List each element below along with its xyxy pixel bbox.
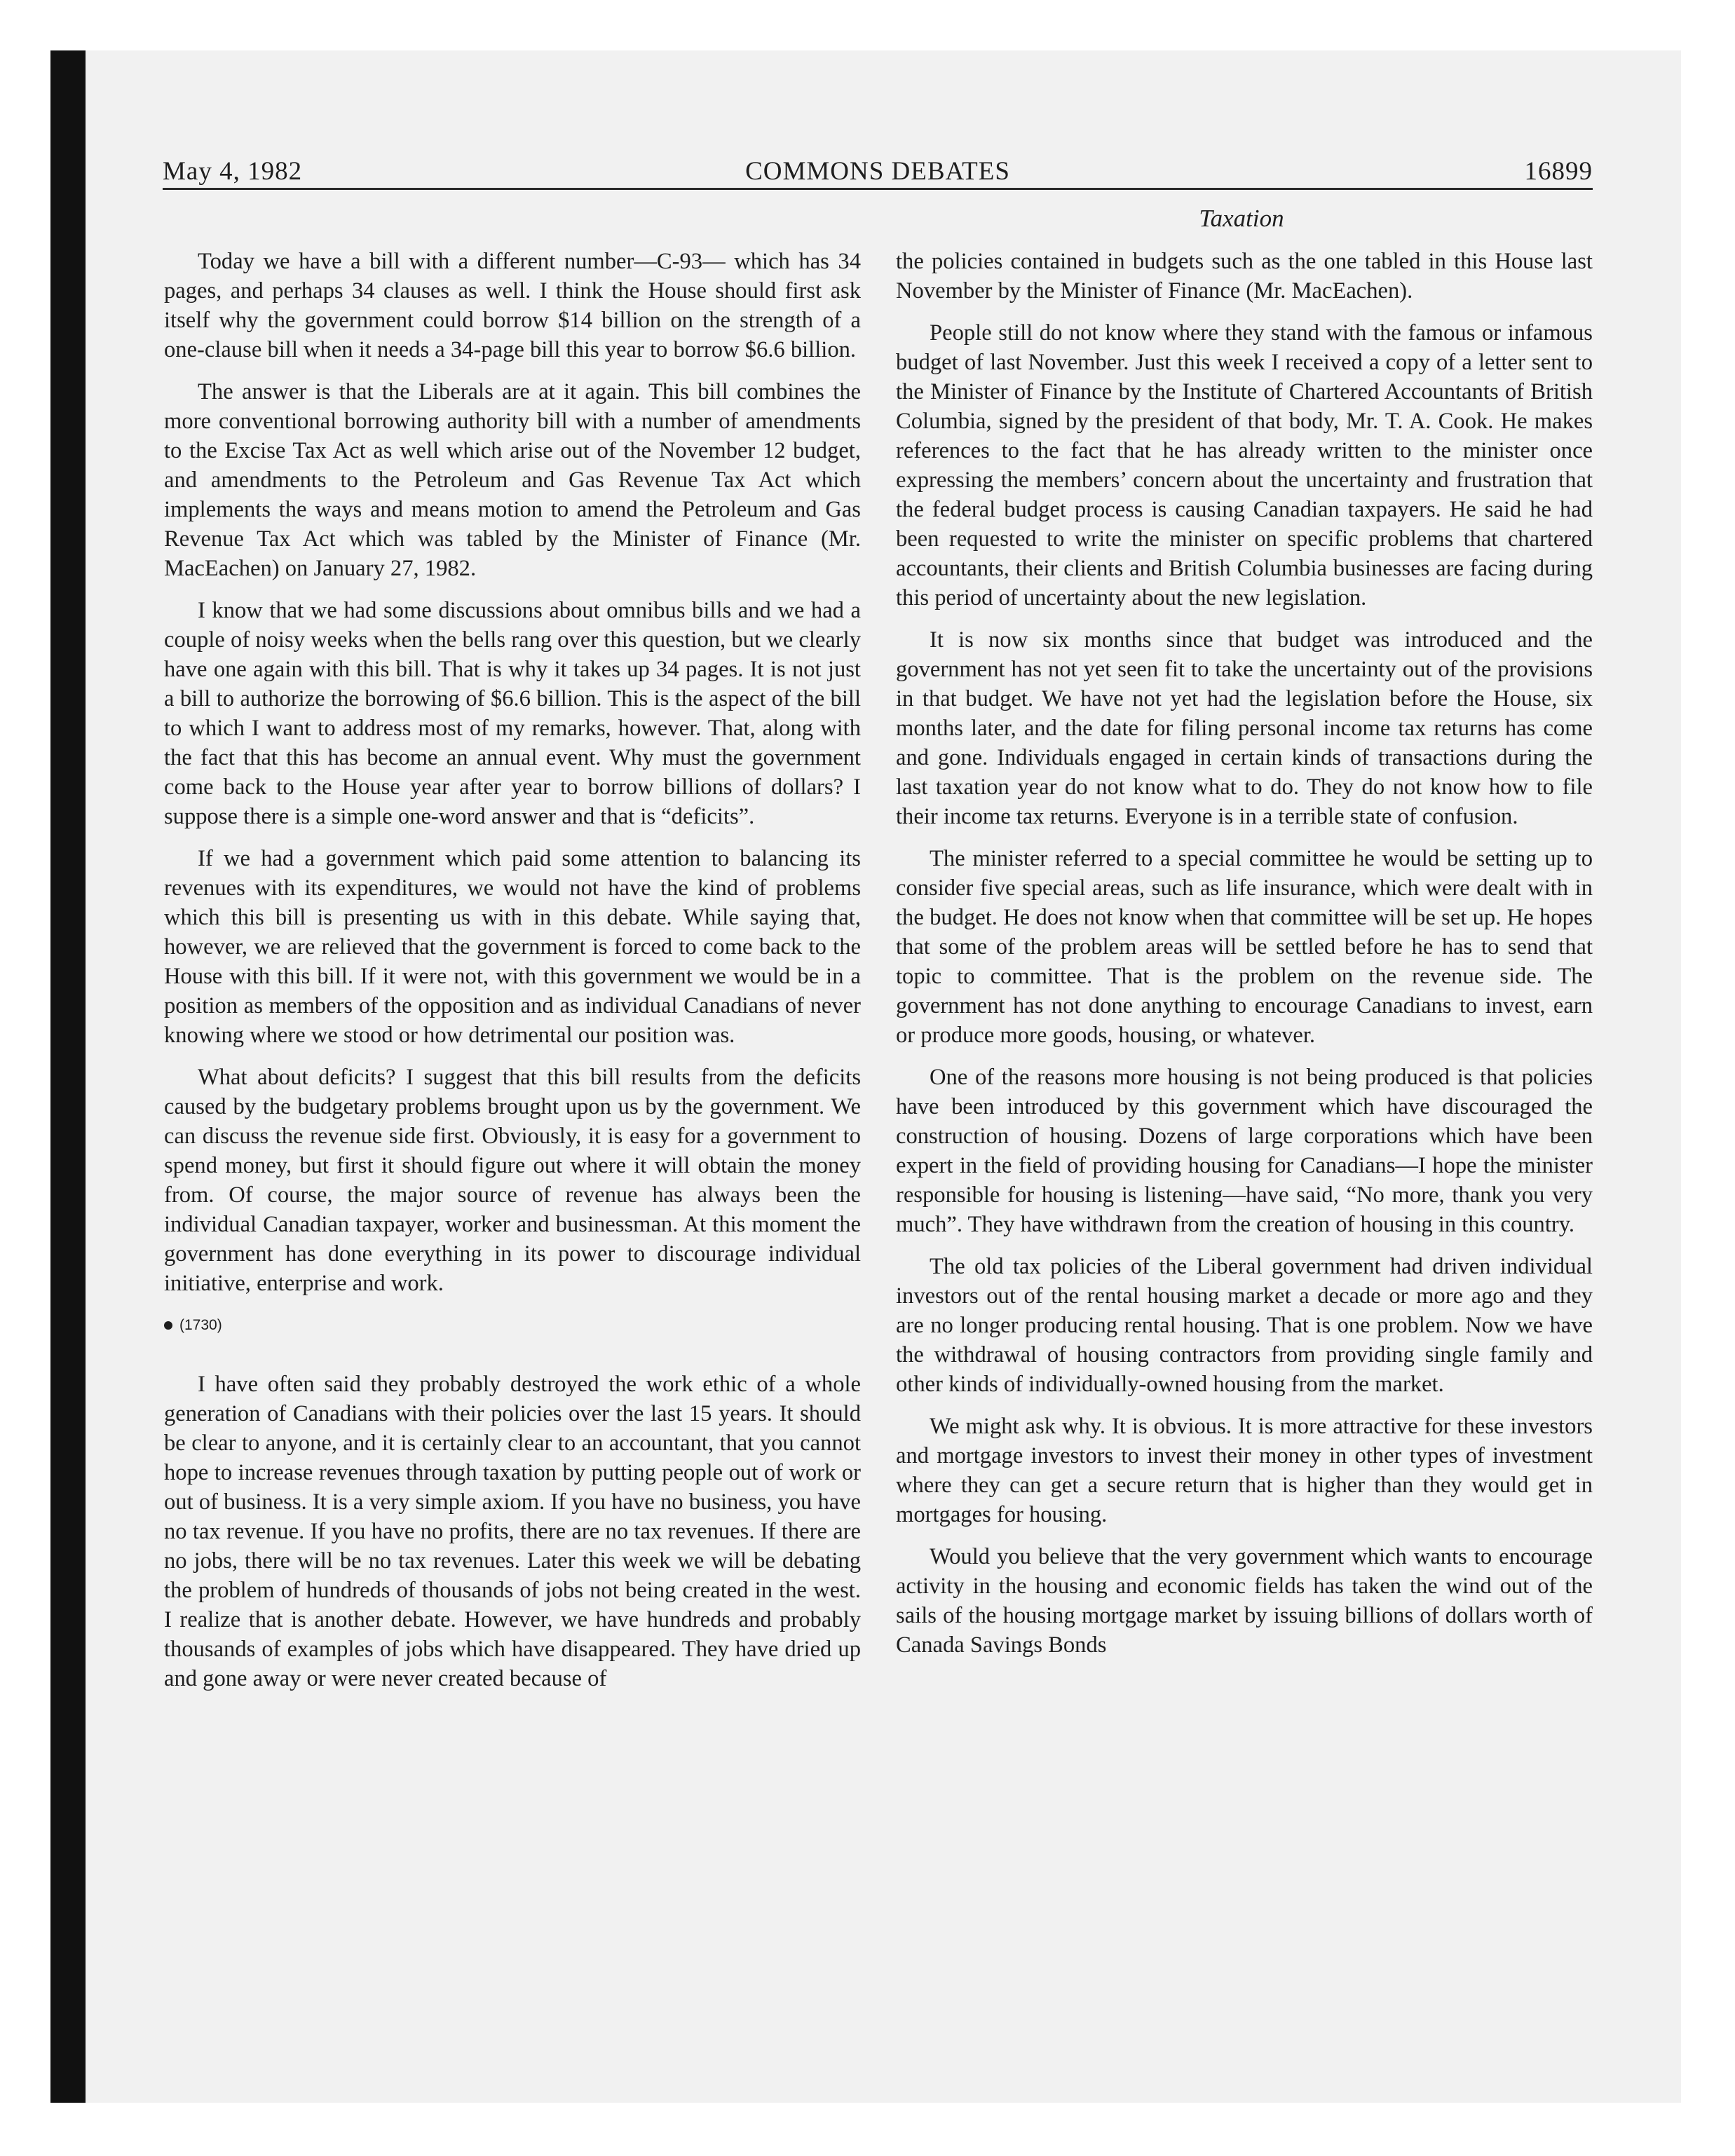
header-title: COMMONS DEBATES — [745, 157, 1010, 186]
section-title: Taxation — [1199, 205, 1284, 232]
paragraph: It is now six months since that budget was introduced and the government has not yet seen fit to take the uncertainty out of the provisions in that budget. We have not yet had the legislation before the House, six months later, and the date for filing personal income tax returns has come and gone. Individuals engaged in certain kinds of transactions during the last taxation year do not know what to do. They do not know how to file their income tax returns. Everyone is in a terrible state of confusion. — [896, 627, 1593, 829]
paragraph: I have often said they probably destroyed the work ethic of a whole generation of Canadians with their policies over the last 15 years. It should be clear to anyone, and it is certainly clear to an accountant, that you cannot hope to increase revenues through taxation by putting people out of work or out of business. It is a very simple axiom. If you have no business, you have no tax revenue. If you have no profits, there are no tax revenues. If there are no jobs, there will be no tax revenues. Later this week we will be debating the problem of hundreds of thousands of jobs not being created in the west. I realize that is another debate. However, we have hundreds and probably thousands of examples of jobs which have disappeared. They have dried up and gone away or were never created because of — [164, 1372, 861, 1691]
header-page-number: 16899 — [1524, 157, 1593, 186]
page-header — [163, 149, 1593, 191]
paragraph: If we had a government which paid some attention to balancing its revenues with its expenditures, we would not have the kind of problems which this bill is presenting us with in this debate. While saying that, however, we are relieved that the government is forced to come back to the House with this bill. If it were not, with this government we would be in a position as members of the opposition and as individual Canadians of never knowing where we stood or how detrimental our position was. — [164, 846, 861, 1048]
paragraph: We might ask why. It is obvious. It is more attractive for these investors and mortgage investors to invest their money in other types of investment where they can get a secure return that is higher than they would get in mortgages for housing. — [896, 1414, 1593, 1527]
paragraph: The old tax policies of the Liberal government had driven individual investors out of the rental housing market a decade or more ago and they are no longer producing rental housing. That is one problem. Now we have the withdrawal of housing contractors from providing single family and other kinds of individually-owned housing from the market. — [896, 1254, 1593, 1397]
paragraph: Today we have a bill with a different number—C-93— which has 34 pages, and perhaps 34 clauses as well. I think the House should first ask itself why the government could borrow $14 billion on the strength of a one-clause bill when it needs a 34-page bill this year to borrow $6.6 billion. — [164, 249, 861, 362]
time-marker-label: (1730) — [179, 1317, 222, 1333]
time-marker — [164, 1311, 861, 1340]
right-column — [896, 247, 1593, 1672]
paragraph: The minister referred to a special committee he would be setting up to consider five special areas, such as life insurance, which were dealt with in the budget. He does not know when that committee will be set up. He hopes that some of the problem areas will be settled before he has to send that topic to committee. That is the problem on the revenue side. The government has not done anything to encourage Canadians to invest, earn or produce more goods, housing, or whatever. — [896, 846, 1593, 1048]
paragraph: The answer is that the Liberals are at it again. This bill combines the more conventional borrowing authority bill with a number of amendments to the Excise Tax Act as well which arise out of the November 12 budget, and amendments to the Petroleum and Gas Revenue Tax Act which implements the ways and means motion to amend the Petroleum and Gas Revenue Tax Act which was tabled by the Minister of Finance (Mr. MacEachen) on January 27, 1982. — [164, 379, 861, 581]
paragraph: Would you believe that the very government which wants to encourage activity in the housing and economic fields has taken the wind out of the sails of the housing mortgage market by issuing billions of dollars worth of Canada Savings Bonds — [896, 1544, 1593, 1658]
scan-binding-edge — [50, 50, 86, 2103]
header-date: May 4, 1982 — [163, 157, 303, 186]
paragraph: I know that we had some discussions about omnibus bills and we had a couple of noisy weeks when the bells rang over this question, but we clearly have one again with this bill. That is why it takes up 34 pages. It is not just a bill to authorize the borrowing of $6.6 billion. This is the aspect of the bill to which I want to address most of my remarks, however. That, along with the fact that this has become an annual event. Why must the government come back to the House year after year to borrow billions of dollars? I suppose there is a simple one-word answer and that is “deficits”. — [164, 598, 861, 829]
paragraph-continued: the policies contained in budgets such as the one tabled in this House last November by the Minister of Finance (Mr. MacEachen). — [896, 249, 1593, 303]
paragraph: One of the reasons more housing is not being produced is that policies have been introduced by this government which have discouraged the construction of housing. Dozens of large corporations which have been expert in the field of providing housing for Canadians—I hope the minister responsible for housing is listening—have said, “No more, thank you very much”. They have withdrawn from the creation of housing in this country. — [896, 1065, 1593, 1237]
paragraph: What about deficits? I suggest that this bill results from the deficits caused by the budgetary problems brought upon us by the government. We can discuss the revenue side first. Obviously, it is easy for a government to spend money, but first it should figure out where it will obtain the money from. Of course, the major source of revenue has always been the individual Canadian taxpayer, worker and businessman. At this moment the government has done everything in its power to discourage individual initiative, enterprise and work. — [164, 1065, 861, 1296]
paragraph: People still do not know where they stand with the famous or infamous budget of last November. Just this week I received a copy of a letter sent to the Minister of Finance by the Institute of Chartered Accountants of British Columbia, signed by the president of that body, Mr. T. A. Cook. He makes references to the fact that he has already written to the minister once expressing the members’ concern about the uncertainty and frustration that the federal budget process is causing Canadian taxpayers. He said he had been requested to write the minister on specific problems that chartered accountants, their clients and British Columbia businesses are facing during this period of uncertainty about the new legislation. — [896, 320, 1593, 610]
header-rule — [163, 188, 1593, 190]
bullet-icon — [164, 1321, 172, 1330]
left-column — [164, 247, 861, 1706]
